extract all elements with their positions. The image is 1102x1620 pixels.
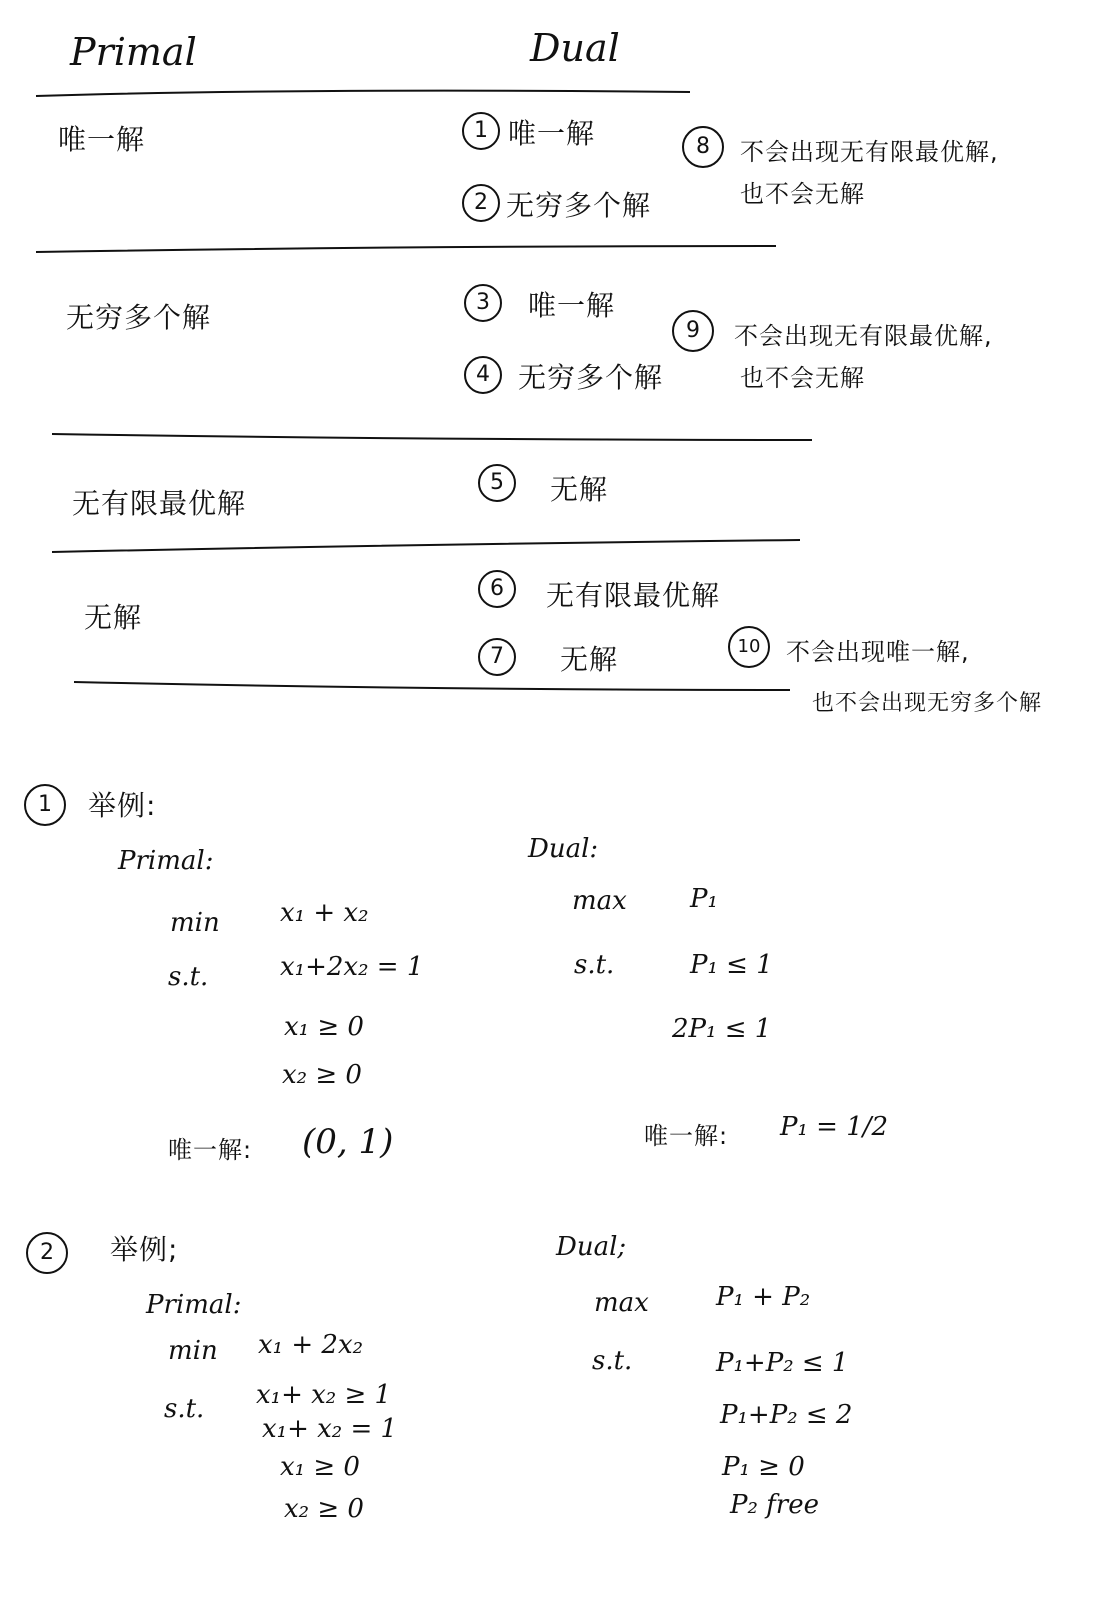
row2-dual1-text: 唯一解 — [528, 289, 616, 322]
example1-dual-solution: P₁ = 1/2 — [780, 1112, 889, 1142]
example2-max-keyword: max — [594, 1288, 649, 1318]
example2-primal-st: s.t. — [164, 1394, 205, 1424]
row1-note-number: 8 — [682, 126, 724, 168]
example2-primal-label: Primal: — [146, 1290, 242, 1320]
row1-dual1-number: 1 — [462, 112, 500, 150]
example1-min-keyword: min — [170, 908, 220, 938]
example2-primal-constraint: x₁ ≥ 0 — [280, 1452, 360, 1482]
row2-note-line2: 也不会无解 — [740, 364, 865, 392]
example2-primal-objective: x₁ + 2x₂ — [258, 1330, 364, 1360]
row4-note-number: 10 — [728, 626, 770, 668]
row4-note-line2: 也不会出现无穷多个解 — [812, 691, 1043, 716]
row2-dual2-number: 4 — [464, 356, 502, 394]
example2-primal-constraint: x₂ ≥ 0 — [284, 1494, 364, 1524]
example2-dual-constraint: P₁ ≥ 0 — [722, 1452, 805, 1482]
example2-primal-constraint: x₁+ x₂ = 1 — [262, 1414, 398, 1444]
row4-primal: 无解 — [84, 601, 143, 634]
row4-dual2-number: 7 — [478, 638, 516, 676]
row3-dual1-number: 5 — [478, 464, 516, 502]
example1-max-keyword: max — [572, 886, 627, 916]
row4-note-line1: 不会出现唯一解, — [786, 638, 970, 666]
example1-dual-label: Dual: — [528, 834, 599, 864]
example1-title: 举例: — [88, 789, 157, 822]
example1-primal-st: s.t. — [168, 962, 209, 992]
example1-number: 1 — [24, 784, 66, 826]
dual-header: Dual — [530, 26, 620, 70]
example2-dual-constraint: P₁+P₂ ≤ 1 — [716, 1348, 849, 1378]
row2-dual1-number: 3 — [464, 284, 502, 322]
row1-primal: 唯一解 — [58, 123, 146, 156]
example1-primal-solution-label: 唯一解: — [168, 1136, 253, 1164]
example2-number: 2 — [26, 1232, 68, 1274]
row4-dual1-number: 6 — [478, 570, 516, 608]
example2-dual-objective: P₁ + P₂ — [716, 1282, 811, 1312]
row1-dual1-text: 唯一解 — [508, 117, 596, 150]
row2-note-line1: 不会出现无有限最优解, — [734, 322, 993, 350]
example2-dual-st: s.t. — [592, 1346, 633, 1376]
row3-dual1-text: 无解 — [550, 473, 609, 506]
example2-title: 举例; — [110, 1233, 179, 1266]
example2-dual-constraint: P₂ free — [730, 1490, 820, 1520]
row2-note-number: 9 — [672, 310, 714, 352]
example1-primal-label: Primal: — [118, 846, 214, 876]
row1-dual2-number: 2 — [462, 184, 500, 222]
example2-dual-constraint: P₁+P₂ ≤ 2 — [720, 1400, 853, 1430]
row4-dual1-text: 无有限最优解 — [546, 579, 721, 612]
row2-dual2-text: 无穷多个解 — [518, 361, 664, 394]
primal-header: Primal — [70, 30, 197, 74]
example1-primal-objective: x₁ + x₂ — [280, 898, 369, 928]
row2-primal: 无穷多个解 — [66, 301, 212, 334]
example1-dual-objective: P₁ — [690, 884, 718, 914]
example2-min-keyword: min — [168, 1336, 218, 1366]
example1-primal-solution: (0, 1) — [302, 1122, 394, 1162]
example1-primal-constraint: x₂ ≥ 0 — [282, 1060, 362, 1090]
example1-dual-st: s.t. — [574, 950, 615, 980]
example2-primal-constraint: x₁+ x₂ ≥ 1 — [256, 1380, 392, 1410]
row1-note-line2: 也不会无解 — [740, 180, 865, 208]
row1-dual2-text: 无穷多个解 — [506, 189, 652, 222]
example2-dual-label: Dual; — [556, 1232, 627, 1262]
example1-dual-constraint: 2P₁ ≤ 1 — [672, 1014, 772, 1044]
row1-note-line1: 不会出现无有限最优解, — [740, 138, 999, 166]
example1-primal-constraint: x₁ ≥ 0 — [284, 1012, 364, 1042]
example1-primal-constraint: x₁+2x₂ = 1 — [280, 952, 424, 982]
row3-primal: 无有限最优解 — [72, 487, 247, 520]
row4-dual2-text: 无解 — [560, 643, 619, 676]
example1-dual-solution-label: 唯一解: — [644, 1122, 729, 1150]
example1-dual-constraint: P₁ ≤ 1 — [690, 950, 773, 980]
